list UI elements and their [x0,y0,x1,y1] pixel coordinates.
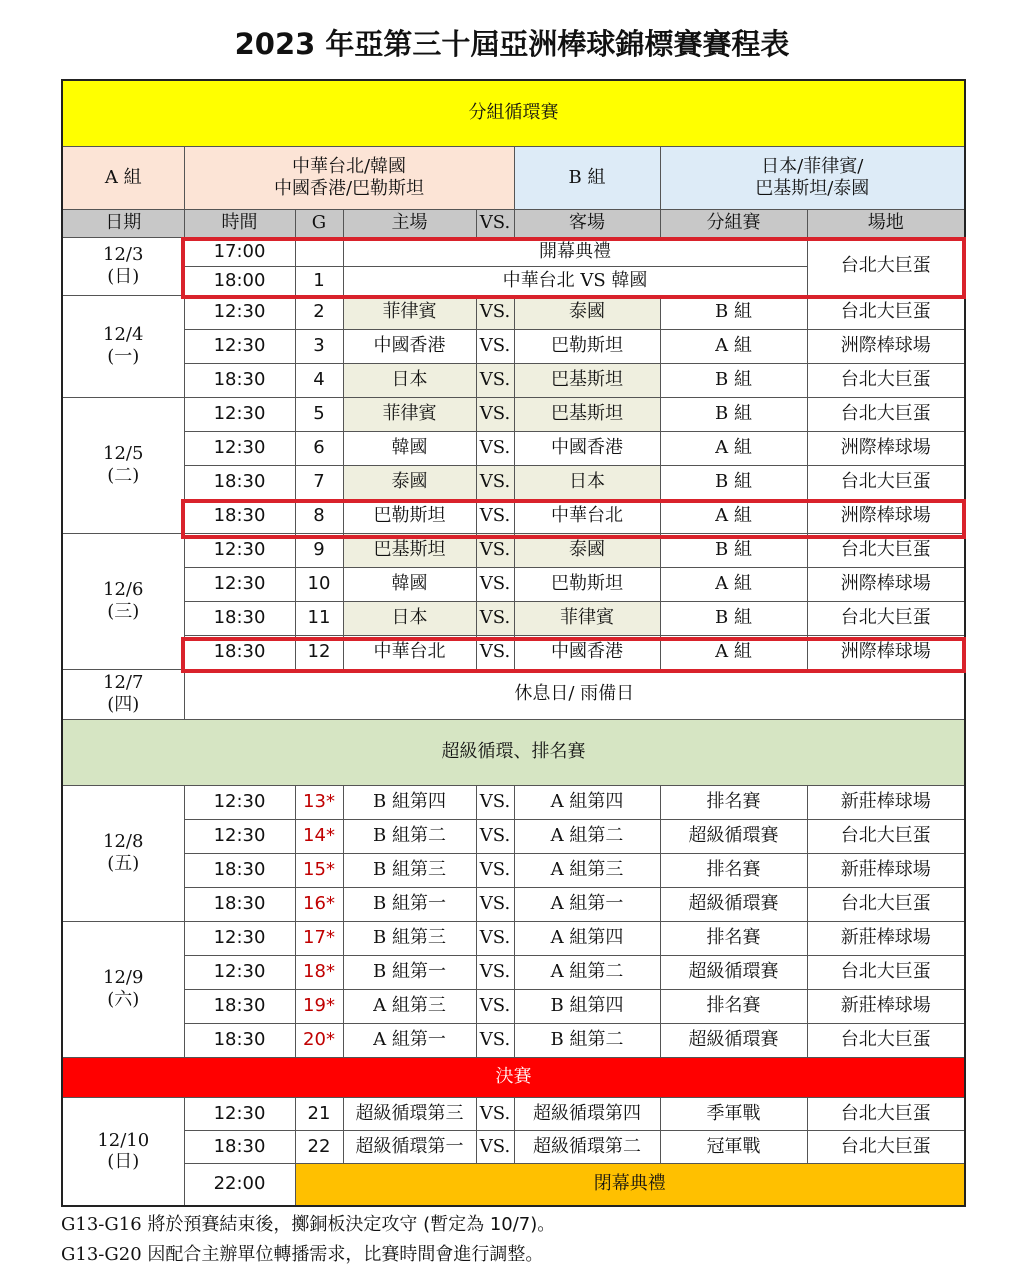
vs-cell: VS. [476,989,514,1023]
table-row [62,465,965,499]
table-row [62,819,965,853]
super-round-banner: 超級循環、排名賽 [62,719,965,785]
venue-cell: 洲際棒球場 [807,329,965,363]
footnote-2: G13-G20 因配合主辦單位轉播需求，比賽時間會進行調整。 [61,1244,544,1265]
vs-cell: VS. [476,921,514,955]
table-row [62,295,965,329]
table-row [62,499,965,533]
vs-cell: VS. [476,1097,514,1130]
vs-cell: VS. [476,533,514,567]
venue-cell: 洲際棒球場 [807,567,965,601]
header-time: 時間 [184,209,295,237]
time-cell: 12:30 [184,533,295,567]
time-cell: 18:30 [184,465,295,499]
away-team-cell: 巴基斯坦 [514,363,660,397]
game-number-cell: 16* [295,887,343,921]
time-cell: 12:30 [184,431,295,465]
time-cell: 17:00 [184,237,295,266]
group-cell: B 組 [660,533,807,567]
table-row [62,1097,965,1130]
date-cell: 12/4 (一) [62,295,184,397]
time-cell: 12:30 [184,397,295,431]
game-number-cell: 7 [295,465,343,499]
home-team-cell: 巴基斯坦 [343,533,476,567]
table-row [62,669,965,719]
table-row [62,329,965,363]
table-row [62,887,965,921]
table-row [62,853,965,887]
group-cell: 超級循環賽 [660,955,807,989]
closing-ceremony-cell: 閉幕典禮 [295,1163,965,1206]
away-team-cell: A 組第四 [514,921,660,955]
away-team-cell: A 組第三 [514,853,660,887]
header-group: 分組賽 [660,209,807,237]
time-cell: 12:30 [184,329,295,363]
group-cell: B 組 [660,363,807,397]
away-team-cell: 巴基斯坦 [514,397,660,431]
time-cell: 18:30 [184,853,295,887]
time-cell: 12:30 [184,567,295,601]
group-cell: 排名賽 [660,785,807,819]
venue-cell: 新莊棒球場 [807,921,965,955]
home-team-cell: B 組第二 [343,819,476,853]
game-number-cell: 3 [295,329,343,363]
game-number-cell: 19* [295,989,343,1023]
time-cell: 18:30 [184,989,295,1023]
group-cell: 排名賽 [660,989,807,1023]
time-cell: 22:00 [184,1163,295,1206]
time-cell: 18:30 [184,635,295,669]
date-cell: 12/9 (六) [62,921,184,1057]
group-b-teams: 日本/菲律賓/ 巴基斯坦/泰國 [660,146,965,209]
group-cell: 超級循環賽 [660,1023,807,1057]
venue-cell: 台北大巨蛋 [807,533,965,567]
table-row [62,601,965,635]
vs-cell: VS. [476,465,514,499]
table-row [62,1130,965,1163]
away-team-cell: 超級循環第二 [514,1130,660,1163]
group-b-label: B 組 [514,146,660,209]
game-number-cell: 17* [295,921,343,955]
home-team-cell: 中華台北 [343,635,476,669]
group-cell: 冠軍戰 [660,1130,807,1163]
time-cell: 12:30 [184,955,295,989]
home-team-cell: B 組第四 [343,785,476,819]
table-row [62,363,965,397]
table-row [62,533,965,567]
game-number-cell: 4 [295,363,343,397]
venue-cell: 台北大巨蛋 [807,601,965,635]
group-cell: B 組 [660,465,807,499]
table-row [62,989,965,1023]
venue-cell: 台北大巨蛋 [807,1130,965,1163]
venue-cell: 新莊棒球場 [807,853,965,887]
away-team-cell: 日本 [514,465,660,499]
venue-cell: 洲際棒球場 [807,499,965,533]
page-title: 2023 年亞第三十屆亞洲棒球錦標賽賽程表 [234,27,790,61]
rest-day-cell: 休息日/ 雨備日 [184,669,965,719]
venue-cell: 台北大巨蛋 [807,363,965,397]
game-number-cell: 20* [295,1023,343,1057]
group-cell: 季軍戰 [660,1097,807,1130]
time-cell: 12:30 [184,785,295,819]
home-team-cell: B 組第三 [343,853,476,887]
footnotes [61,1210,555,1270]
home-team-cell: 泰國 [343,465,476,499]
away-team-cell: A 組第二 [514,955,660,989]
venue-cell: 台北大巨蛋 [807,1097,965,1130]
vs-cell: VS. [476,853,514,887]
group-a-teams: 中華台北/韓國 中國香港/巴勒斯坦 [184,146,514,209]
time-cell: 18:00 [184,266,295,295]
game-number-cell: 2 [295,295,343,329]
game-number-cell: 13* [295,785,343,819]
away-team-cell: 巴勒斯坦 [514,329,660,363]
event-cell: 開幕典禮 [343,237,807,266]
away-team-cell: 中國香港 [514,635,660,669]
vs-cell: VS. [476,567,514,601]
table-row [62,567,965,601]
date-cell: 12/7 (四) [62,669,184,719]
header-game: G [295,209,343,237]
away-team-cell: A 組第四 [514,785,660,819]
group-cell: A 組 [660,329,807,363]
table-row [62,955,965,989]
date-cell: 12/5 (二) [62,397,184,533]
game-number-cell: 11 [295,601,343,635]
vs-cell: VS. [476,955,514,989]
venue-cell: 台北大巨蛋 [807,237,965,295]
game-number-cell: 21 [295,1097,343,1130]
group-cell: 超級循環賽 [660,887,807,921]
table-row [62,1163,965,1206]
venue-cell: 台北大巨蛋 [807,955,965,989]
table-row [62,397,965,431]
game-number-cell: 12 [295,635,343,669]
venue-cell: 新莊棒球場 [807,989,965,1023]
table-row [62,237,965,266]
vs-cell: VS. [476,295,514,329]
time-cell: 18:30 [184,1130,295,1163]
date-cell: 12/10 (日) [62,1097,184,1206]
venue-cell: 洲際棒球場 [807,635,965,669]
vs-cell: VS. [476,363,514,397]
venue-cell: 台北大巨蛋 [807,295,965,329]
header-away: 客場 [514,209,660,237]
event-cell: 中華台北 VS 韓國 [343,266,807,295]
away-team-cell: A 組第一 [514,887,660,921]
schedule-table [61,79,966,1207]
game-number-cell: 15* [295,853,343,887]
home-team-cell: 中國香港 [343,329,476,363]
time-cell: 18:30 [184,887,295,921]
finals-banner: 決賽 [62,1057,965,1097]
game-number-cell: 14* [295,819,343,853]
vs-cell: VS. [476,601,514,635]
time-cell: 18:30 [184,499,295,533]
away-team-cell: 泰國 [514,295,660,329]
home-team-cell: 韓國 [343,567,476,601]
group-stage-banner: 分組循環賽 [62,80,965,146]
game-number-cell: 10 [295,567,343,601]
home-team-cell: 韓國 [343,431,476,465]
group-a-label: A 組 [62,146,184,209]
venue-cell: 台北大巨蛋 [807,397,965,431]
away-team-cell: 超級循環第四 [514,1097,660,1130]
time-cell: 12:30 [184,819,295,853]
vs-cell: VS. [476,431,514,465]
game-number-cell: 9 [295,533,343,567]
vs-cell: VS. [476,397,514,431]
group-cell: A 組 [660,635,807,669]
time-cell: 12:30 [184,921,295,955]
time-cell: 18:30 [184,1023,295,1057]
header-vs: VS. [476,209,514,237]
column-header-row [62,209,965,237]
game-number-cell: 18* [295,955,343,989]
vs-cell: VS. [476,887,514,921]
vs-cell: VS. [476,499,514,533]
vs-cell: VS. [476,1023,514,1057]
vs-cell: VS. [476,635,514,669]
home-team-cell: 日本 [343,363,476,397]
group-cell: B 組 [660,397,807,431]
group-cell: A 組 [660,499,807,533]
table-row [62,635,965,669]
game-number-cell: 22 [295,1130,343,1163]
away-team-cell: B 組第二 [514,1023,660,1057]
home-team-cell: 巴勒斯坦 [343,499,476,533]
venue-cell: 台北大巨蛋 [807,465,965,499]
vs-cell: VS. [476,785,514,819]
home-team-cell: A 組第一 [343,1023,476,1057]
away-team-cell: 泰國 [514,533,660,567]
time-cell: 12:30 [184,1097,295,1130]
away-team-cell: 中華台北 [514,499,660,533]
group-cell: 排名賽 [660,853,807,887]
home-team-cell: 日本 [343,601,476,635]
table-row [62,431,965,465]
date-cell: 12/8 (五) [62,785,184,921]
away-team-cell: 菲律賓 [514,601,660,635]
footnote-1: G13-G16 將於預賽結束後，擲銅板決定攻守 (暫定為 10/7)。 [61,1214,556,1235]
group-cell: A 組 [660,567,807,601]
date-cell: 12/6 (三) [62,533,184,669]
header-home: 主場 [343,209,476,237]
time-cell: 18:30 [184,363,295,397]
game-number-cell: 1 [295,266,343,295]
game-number-cell: 5 [295,397,343,431]
away-team-cell: 中國香港 [514,431,660,465]
home-team-cell: A 組第三 [343,989,476,1023]
away-team-cell: B 組第四 [514,989,660,1023]
game-number-cell: 8 [295,499,343,533]
home-team-cell: 菲律賓 [343,397,476,431]
vs-cell: VS. [476,329,514,363]
vs-cell: VS. [476,819,514,853]
table-row [62,921,965,955]
venue-cell: 新莊棒球場 [807,785,965,819]
table-row [62,785,965,819]
venue-cell: 台北大巨蛋 [807,887,965,921]
group-cell: 超級循環賽 [660,819,807,853]
home-team-cell: B 組第三 [343,921,476,955]
away-team-cell: 巴勒斯坦 [514,567,660,601]
time-cell: 18:30 [184,601,295,635]
home-team-cell: B 組第一 [343,955,476,989]
away-team-cell: A 組第二 [514,819,660,853]
game-number-cell: 6 [295,431,343,465]
venue-cell: 台北大巨蛋 [807,819,965,853]
group-cell: B 組 [660,295,807,329]
home-team-cell: 超級循環第三 [343,1097,476,1130]
date-cell: 12/3 (日) [62,237,184,295]
home-team-cell: 菲律賓 [343,295,476,329]
time-cell: 12:30 [184,295,295,329]
venue-cell: 台北大巨蛋 [807,1023,965,1057]
table-row [62,1023,965,1057]
venue-cell: 洲際棒球場 [807,431,965,465]
home-team-cell: 超級循環第一 [343,1130,476,1163]
group-cell: A 組 [660,431,807,465]
group-cell: B 組 [660,601,807,635]
home-team-cell: B 組第一 [343,887,476,921]
vs-cell: VS. [476,1130,514,1163]
group-cell: 排名賽 [660,921,807,955]
header-venue: 場地 [807,209,965,237]
header-date: 日期 [62,209,184,237]
